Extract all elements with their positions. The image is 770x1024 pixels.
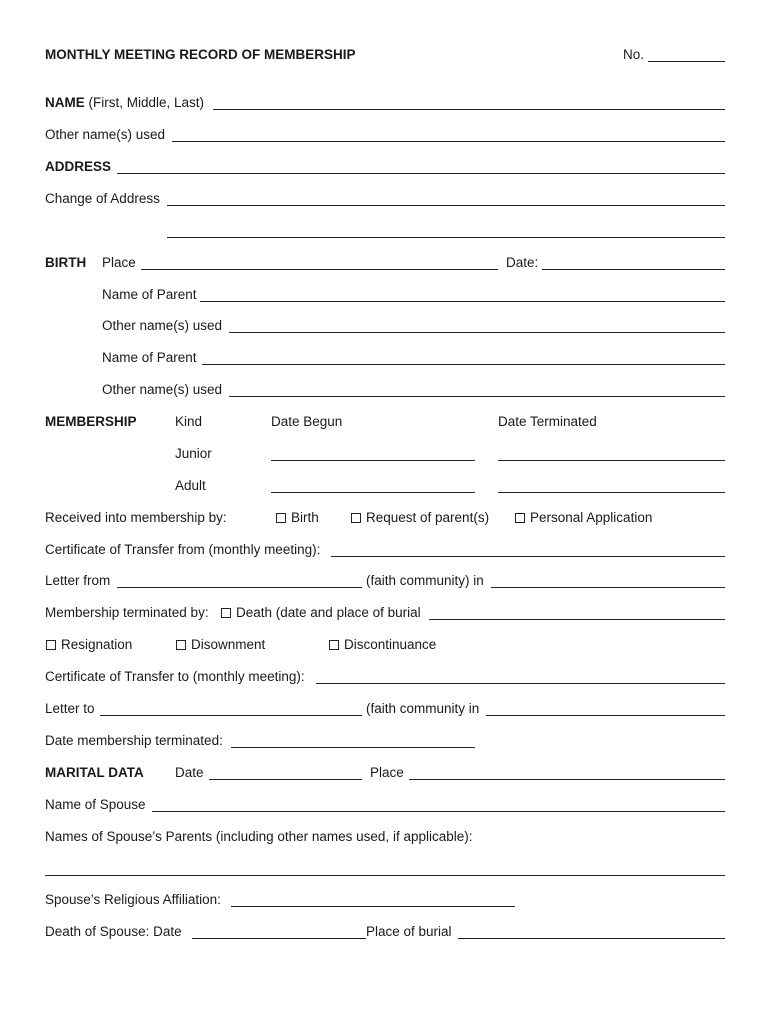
- terminated-resignation-option[interactable]: [46, 637, 132, 653]
- junior-date-begun-field[interactable]: [271, 460, 475, 461]
- spouse-death-label: Death of Spouse: Date: [45, 924, 182, 939]
- date-terminated-row-label: Date membership terminated:: [45, 733, 223, 748]
- marital-place-label: Place: [370, 765, 404, 780]
- checkbox[interactable]: [46, 640, 56, 650]
- received-label: Received into membership by:: [45, 510, 227, 525]
- letter-to-location-field[interactable]: [486, 715, 725, 716]
- date-terminated-field[interactable]: [231, 747, 475, 748]
- number-field[interactable]: [648, 61, 725, 62]
- spouse-name-field[interactable]: [152, 811, 725, 812]
- received-birth-text: Birth: [291, 510, 319, 525]
- spouse-parents-label: Names of Spouse’s Parents (including other names used, if applicable):: [45, 829, 473, 844]
- number-label: No.: [623, 47, 645, 62]
- change-address-field[interactable]: [167, 205, 725, 206]
- received-birth-option[interactable]: [276, 510, 319, 526]
- marital-place-field[interactable]: [409, 779, 725, 780]
- cert-from-label: Certificate of Transfer from (monthly meeting):: [45, 542, 321, 557]
- parent1-other-field[interactable]: [229, 332, 725, 333]
- checkbox[interactable]: [221, 608, 231, 618]
- form-title: MONTHLY MEETING RECORD OF MEMBERSHIP: [45, 47, 356, 62]
- death-burial-field[interactable]: [429, 619, 725, 620]
- marital-date-label: Date: [175, 765, 204, 780]
- adult-date-terminated-field[interactable]: [498, 492, 725, 493]
- name-label-bold: NAME: [45, 95, 85, 110]
- spouse-religion-label: Spouse’s Religious Affiliation:: [45, 892, 221, 907]
- birth-date-label: Date:: [506, 255, 539, 270]
- change-address-field-2[interactable]: [167, 237, 725, 238]
- letter-to-faith-label: (faith community in: [366, 701, 480, 716]
- spouse-death-date-field[interactable]: [192, 938, 366, 939]
- terminated-death-option[interactable]: [221, 605, 421, 621]
- parent2-other-field[interactable]: [229, 396, 725, 397]
- spouse-burial-label: Place of burial: [366, 924, 452, 939]
- letter-to-field[interactable]: [100, 715, 362, 716]
- terminated-death-text: Death (date and place of burial: [236, 605, 421, 620]
- spouse-burial-field[interactable]: [458, 938, 725, 939]
- address-field[interactable]: [117, 173, 725, 174]
- letter-from-location-field[interactable]: [491, 587, 725, 588]
- checkbox[interactable]: [276, 513, 286, 523]
- parent1-other-label: Other name(s) used: [102, 318, 223, 333]
- parent1-label: Name of Parent: [102, 287, 197, 302]
- birth-place-field[interactable]: [141, 269, 498, 270]
- terminated-resignation-text: Resignation: [61, 637, 133, 652]
- spouse-name-label: Name of Spouse: [45, 797, 146, 812]
- checkbox[interactable]: [515, 513, 525, 523]
- name-hint: (First, Middle, Last): [88, 95, 205, 110]
- spouse-religion-field[interactable]: [231, 906, 515, 907]
- adult-label: Adult: [175, 478, 206, 493]
- birth-date-field[interactable]: [542, 269, 725, 270]
- kind-label: Kind: [175, 414, 203, 429]
- parent2-other-label: Other name(s) used: [102, 382, 223, 397]
- parent2-label: Name of Parent: [102, 350, 197, 365]
- adult-date-begun-field[interactable]: [271, 492, 475, 493]
- name-field[interactable]: [213, 109, 725, 110]
- letter-from-field[interactable]: [117, 587, 362, 588]
- cert-to-label: Certificate of Transfer to (monthly meeting):: [45, 669, 305, 684]
- date-terminated-label: Date Terminated: [498, 414, 597, 429]
- cert-from-field[interactable]: [331, 556, 725, 557]
- letter-from-faith-label: (faith community) in: [366, 573, 484, 588]
- letter-to-label: Letter to: [45, 701, 95, 716]
- membership-label: MEMBERSHIP: [45, 414, 137, 429]
- change-address-label: Change of Address: [45, 191, 160, 206]
- terminated-label: Membership terminated by:: [45, 605, 209, 620]
- cert-to-field[interactable]: [316, 683, 725, 684]
- name-label: [45, 95, 204, 111]
- junior-label: Junior: [175, 446, 212, 461]
- marital-label: MARITAL DATA: [45, 765, 144, 780]
- other-names-label: Other name(s) used: [45, 127, 166, 142]
- received-request-option[interactable]: [351, 510, 489, 526]
- parent1-field[interactable]: [200, 301, 725, 302]
- marital-date-field[interactable]: [209, 779, 362, 780]
- spouse-parents-field[interactable]: [45, 875, 725, 876]
- checkbox[interactable]: [351, 513, 361, 523]
- letter-from-label: Letter from: [45, 573, 111, 588]
- other-names-field[interactable]: [172, 141, 725, 142]
- terminated-discontinuance-option[interactable]: [329, 637, 436, 653]
- parent2-field[interactable]: [202, 364, 725, 365]
- received-personal-text: Personal Application: [530, 510, 653, 525]
- junior-date-terminated-field[interactable]: [498, 460, 725, 461]
- birth-place-label: Place: [102, 255, 136, 270]
- terminated-disownment-option[interactable]: [176, 637, 265, 653]
- received-request-text: Request of parent(s): [366, 510, 490, 525]
- received-personal-option[interactable]: [515, 510, 652, 526]
- date-begun-label: Date Begun: [271, 414, 343, 429]
- terminated-disownment-text: Disownment: [191, 637, 266, 652]
- checkbox[interactable]: [329, 640, 339, 650]
- terminated-discontinuance-text: Discontinuance: [344, 637, 437, 652]
- checkbox[interactable]: [176, 640, 186, 650]
- birth-label: BIRTH: [45, 255, 87, 270]
- address-label: ADDRESS: [45, 159, 112, 174]
